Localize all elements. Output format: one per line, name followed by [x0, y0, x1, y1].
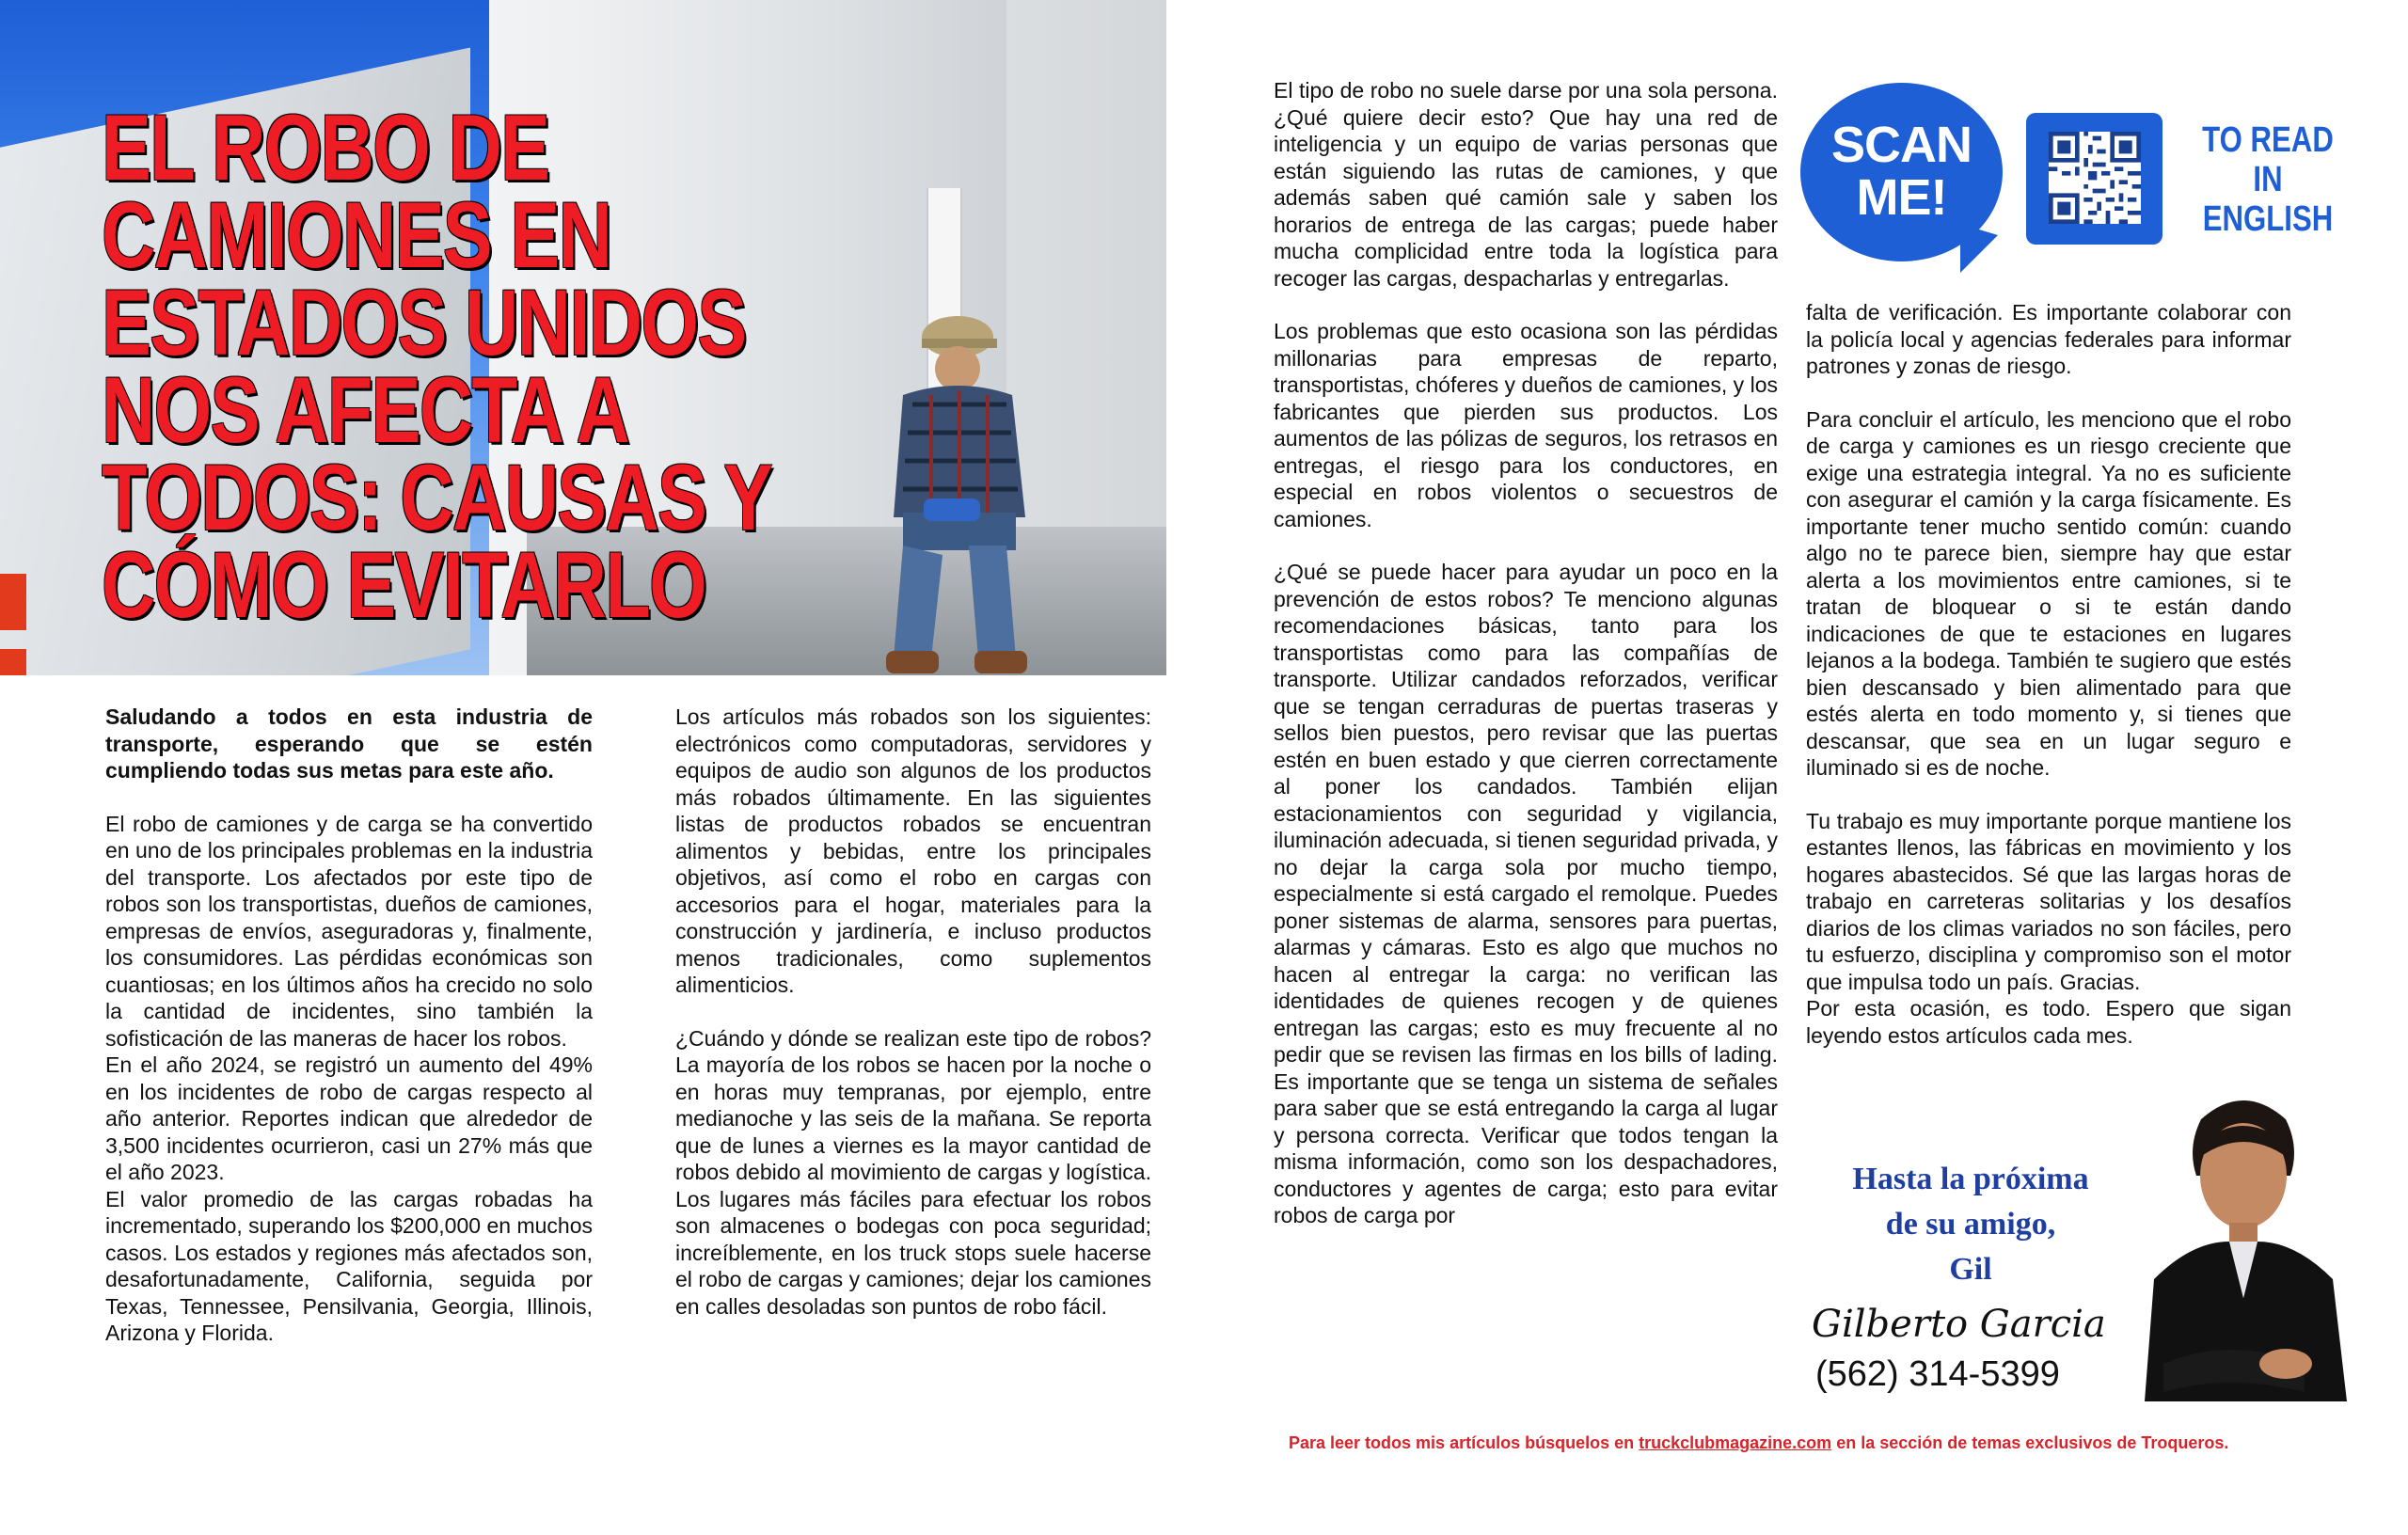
intro-paragraph: Saludando a todos en esta industria de transporte, esperando que se estén cumpliendo todas sus metas para este año. — [105, 704, 593, 783]
to-read-in-english-label — [2191, 120, 2345, 239]
scan-line: SCAN — [1830, 117, 1972, 173]
column-1 — [105, 704, 593, 1347]
footer-text: en la sección de temas exclusivos de Troqueros. — [1831, 1433, 2229, 1452]
scan-me-label — [1800, 119, 2003, 224]
trucker-figure — [865, 310, 1044, 675]
in-english-line: IN ENGLISH — [2202, 160, 2334, 239]
paragraph: El valor promedio de las cargas robadas ha incrementado, superando los $200,000 en muchos casos. Los estados y regiones más afectados son, desafortunadamente, California, seguida por Texas, Tennessee, Pensilvania, Georgia, Illinois, Arizona y Florida. — [105, 1186, 593, 1345]
paragraph: El robo de camiones y de carga se ha convertido en uno de los principales problemas en la industria del transporte. Los afectados por este tipo de robos son los transportistas, dueños de camiones, empresas de envíos, aseguradoras y, finalmente, los consumidores. Las pérdidas económicas son cuantiosas; en los últimos años ha crecido no solo la cantidad de incidentes, sino también la sofisticación de las maneras de hacer los robos. — [105, 811, 593, 1051]
article-title: EL ROBO DE CAMIONES EN ESTADOS UNIDOS NOS AFECTA A TODOS: CAUSAS Y CÓMO EVITARLO — [102, 95, 770, 637]
column-4 — [1806, 299, 2291, 1049]
trailer-light — [0, 574, 26, 630]
paragraph: Tu trabajo es muy importante porque mantiene los estantes llenos, las fábricas en movimiento y los hogares abastecidos. Sé que las largas horas de trabajo en carreteras solitarias y los desafíos diarios de los climas variados no son fáciles, pero tu esfuerzo, disciplina y compromiso son el motor que impulsa todo un país. Gracias. — [1806, 808, 2291, 994]
paragraph: ¿Cuándo y dónde se realizan este tipo de robos?La mayoría de los robos se hacen por la noche o en horas muy tempranas, por ejemplo, entre medianoche y las seis de la mañana. Se reporta que de lunes a viernes es la mayor cantidad de robos debido al movimiento de cargas y logística. Los lugares más fáciles para efectuar los robos son almacenes o bodegas con poca seguridad; increíblemente, en los truck stops suele hacerse el robo de cargas y camiones; dejar los camiones en calles desoladas son puntos de robo fácil. — [675, 1025, 1151, 1319]
greeting-line: Gil — [1949, 1252, 1992, 1287]
to-read-line: TO READ — [2202, 120, 2334, 160]
paragraph: En el año 2024, se registró un aumento del 49% en los incidentes de robo de cargas respecto al año anterior. Reportes indican que alrededor de 3,500 incidentes ocurrieron, casi un 27% más que el año 2023. — [105, 1052, 593, 1184]
greeting-line: Hasta la próxima — [1852, 1162, 2089, 1196]
author-portrait — [2135, 1082, 2352, 1401]
paragraph: Los problemas que esto ocasiona son las pérdidas millonarias para empresas de reparto, transportistas, chóferes y dueños de camiones, y los fabricantes que pierden sus productos. Los aumentos de las pólizas de seguros, los retrasos en entregas, el riesgo para los conductores, en especial en robos violentos o secuestros de camiones. — [1274, 319, 1778, 531]
paragraph: Por esta ocasión, es todo. Espero que sigan leyendo estos artículos cada mes. — [1806, 996, 2291, 1048]
qr-code-frame[interactable] — [2026, 113, 2162, 245]
footer-note — [1289, 1433, 2228, 1453]
paragraph: falta de verificación. Es importante colaborar con la policía local y agencias federales para informar patrones y zonas de riesgo. — [1806, 300, 2291, 378]
scan-me-badge[interactable] — [1800, 83, 2408, 280]
author-signature: Gilberto Garcia — [1812, 1303, 2106, 1346]
author-phone: (562) 314-5399 — [1815, 1354, 2060, 1394]
qr-code-icon — [2049, 132, 2141, 224]
column-2 — [675, 704, 1151, 1320]
paragraph: Los artículos más robados son los siguientes: electrónicos como computadoras, servidores y equipos de audio son algunos de los productos más robados últimamente. En las siguientes listas de productos robados se encuentran alimentos y bebidas, entre los principales objetivos, así como el robo en cargas con accesorios para el hogar, materiales para la construcción y jardinería, e incluso productos menos tradicionales, como suplementos alimenticios. — [675, 704, 1151, 997]
column-3 — [1274, 77, 1778, 1229]
website-link[interactable]: truckclubmagazine.com — [1639, 1433, 1832, 1452]
speech-bubble-tail — [1960, 224, 1998, 273]
closing-greeting — [1815, 1157, 2126, 1292]
greeting-line: de su amigo, — [1885, 1207, 2056, 1242]
paragraph: ¿Qué se puede hacer para ayudar un poco en la prevención de estos robos? Te menciono algunas recomendaciones básicas, tanto para los transportistas como para las compañías de transporte. Utilizar candados reforzados, verificar que se tengan cerraduras de puertas traseras y sellos bien puestos, pero revisar que las puertas estén en buen estado y que cierren correctamente al poner los candados. También elijan estacionamientos con seguridad y vigilancia, iluminación adecuada, si tienen seguridad privada, y no dejar la carga sola por mucho tiempo, especialmente si está cargado el remolque. Puedes poner sistemas de alarma, sensores para puertas, alarmas y cámaras. Esto es algo que muchos no hacen al entregar la carga: no verifican las identidades de quienes recogen y de quienes entregan las cargas; esto es muy frecuente al no pedir que se revisen las firmas en los bills of lading. Es importante que se tenga un sistema de señales para saber que se está entregando la carga al lugar y persona correcta. Verificar que todos tengan la misma información, como son los despachadores, conductores y agentes de carga; esto para evitar robos de carga por — [1274, 560, 1778, 1227]
paragraph: El tipo de robo no suele darse por una sola persona. ¿Qué quiere decir esto? Que hay una red de inteligencia y un equipo de varias personas que están siguiendo las rutas de camiones, y que además saben qué camión sale y saben los horarios de entrega de las cargas; puede haber mucha complicidad entre toda la logística para recoger las cargas, despacharlas y entregarlas. — [1274, 78, 1778, 291]
me-line: ME! — [1856, 169, 1947, 226]
paragraph: Para concluir el artículo, les menciono que el robo de carga y camiones es un riesgo creciente que exige una estrategia integral. Ya no es suficiente con asegurar el camión y la carga físicamente. Es importante tener mucho sentido común: cuando algo no te parece bien, siempre hay que estar alerta a los movimientos entre camiones, si te tratan de bloquear o si te están dando indicaciones de que te estaciones en lugares lejanos a la bodega. También te sugiero que estés bien descansado y bien alimentado para que estés alerta en todo momento y, si tienes que descansar, que sea en un lugar seguro e iluminado si es de noche. — [1806, 406, 2291, 780]
footer-text: Para leer todos mis artículos búsquelos en — [1289, 1433, 1640, 1452]
trailer-light — [0, 649, 26, 675]
